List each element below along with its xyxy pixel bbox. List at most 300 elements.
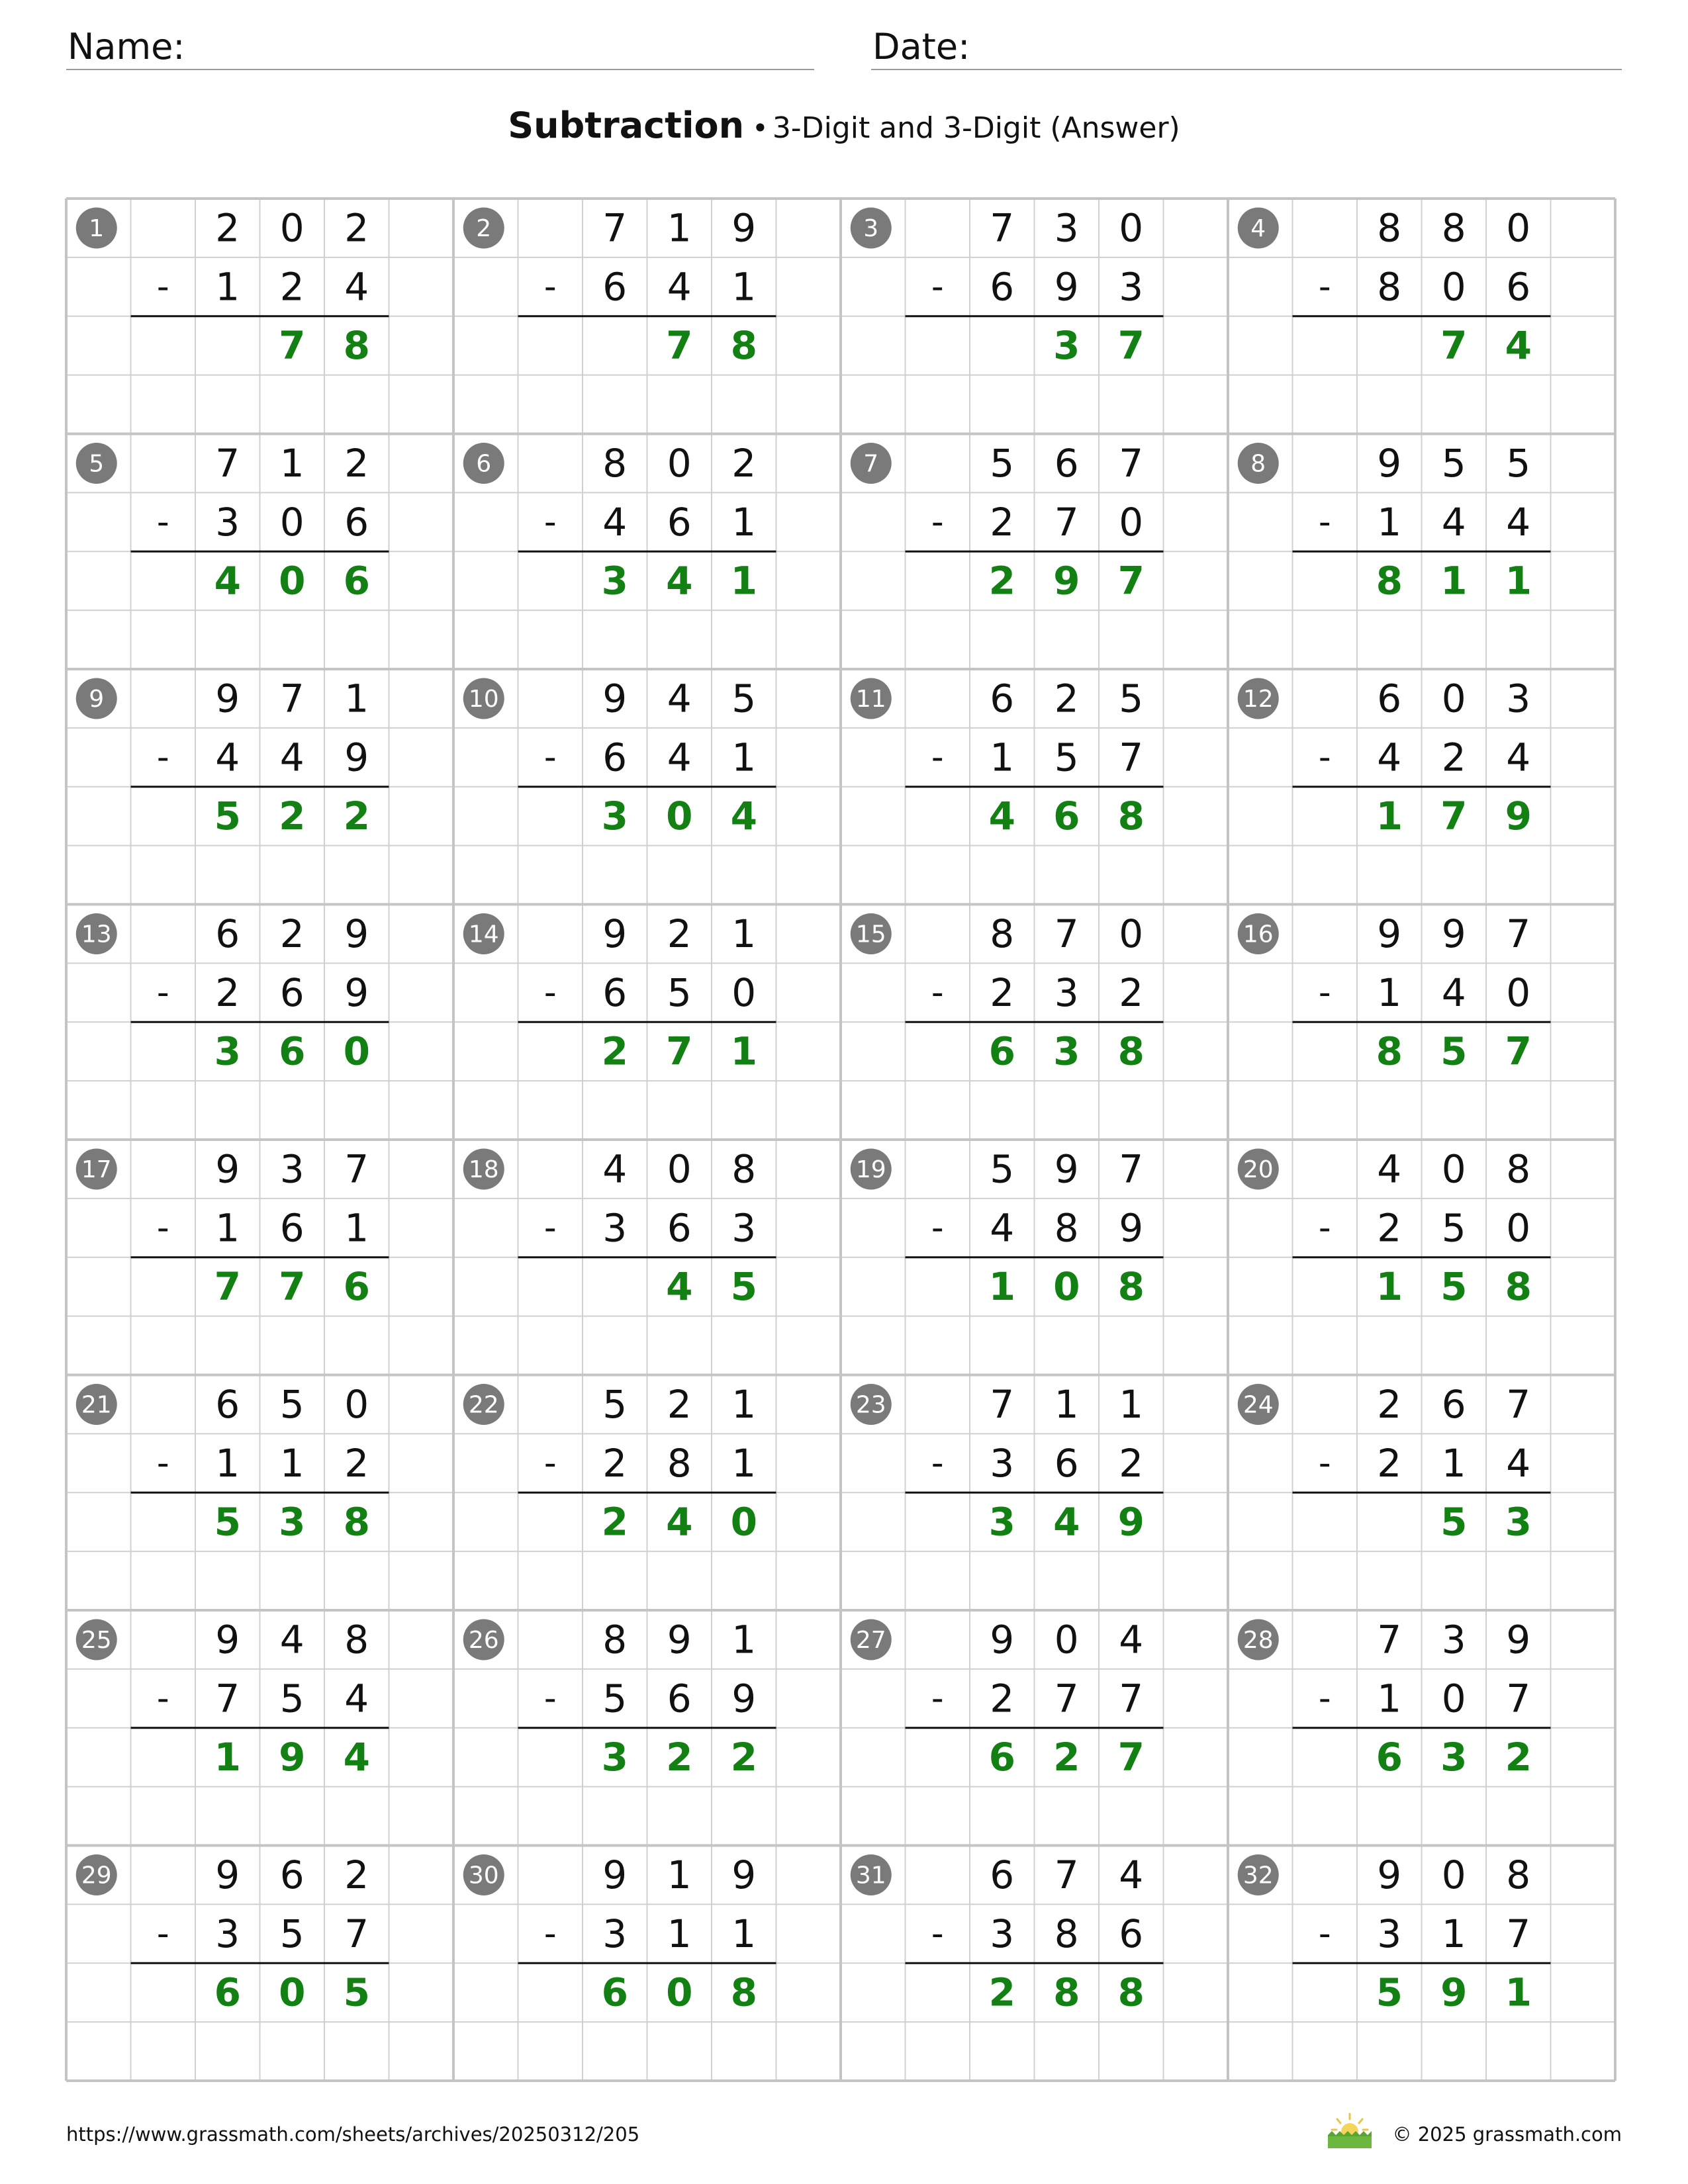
minus-sign: -	[543, 1443, 557, 1483]
answer-digit: 1	[1505, 558, 1532, 604]
answer-digit: 1	[1376, 794, 1403, 839]
problem-number: 1	[89, 214, 105, 242]
minus-sign: -	[543, 1678, 557, 1719]
subtrahend-digit: 4	[1506, 1440, 1531, 1486]
answer-digit: 1	[1505, 1970, 1532, 2015]
minuend-digit: 1	[667, 205, 692, 251]
name-label: Name:	[68, 26, 185, 68]
problem-number: 28	[1243, 1626, 1274, 1654]
problem-number: 6	[476, 450, 492, 478]
answer-digit: 0	[730, 1499, 757, 1545]
subtrahend-digit: 3	[990, 1911, 1015, 1956]
answer-digit: 8	[1117, 1264, 1145, 1310]
answer-digit: 2	[279, 794, 306, 839]
answer-digit: 7	[1117, 323, 1145, 369]
subtrahend-digit: 8	[1377, 264, 1402, 310]
subtrahend-digit: 1	[1441, 1440, 1466, 1486]
subtrahend-digit: 5	[667, 970, 692, 1015]
subtrahend-digit: 4	[1506, 735, 1531, 780]
subtrahend-digit: 1	[731, 264, 757, 310]
answer-digit: 0	[666, 1970, 693, 2015]
problem-number: 21	[81, 1391, 112, 1419]
answer-digit: 4	[1053, 1499, 1080, 1545]
minuend-digit: 9	[1377, 1852, 1402, 1897]
minuend-digit: 2	[1054, 676, 1079, 721]
minuend-digit: 6	[990, 1852, 1015, 1897]
answer-digit: 3	[279, 1499, 306, 1545]
minuend-digit: 1	[731, 1381, 757, 1427]
subtrahend-digit: 6	[667, 1205, 692, 1251]
minuend-digit: 4	[1119, 1617, 1144, 1662]
problem-number: 3	[863, 214, 879, 242]
minuend-digit: 6	[990, 676, 1015, 721]
minus-sign: -	[1318, 267, 1331, 307]
minus-sign: -	[1318, 502, 1331, 542]
answer-digit: 3	[1440, 1735, 1468, 1780]
minuend-digit: 1	[1119, 1381, 1144, 1427]
subtrahend-digit: 1	[1441, 1911, 1466, 1956]
subtrahend-digit: 6	[602, 970, 628, 1015]
minuend-digit: 6	[1377, 676, 1402, 721]
minuend-digit: 3	[1441, 1617, 1466, 1662]
minus-sign: -	[931, 1913, 944, 1954]
minuend-digit: 7	[990, 205, 1015, 251]
answer-digit: 5	[1440, 1499, 1468, 1545]
minus-sign: -	[931, 1443, 944, 1483]
subtrahend-digit: 0	[279, 499, 305, 545]
answer-digit: 3	[601, 558, 628, 604]
problem-number: 16	[1243, 921, 1274, 948]
subtrahend-digit: 0	[1441, 264, 1466, 310]
answer-digit: 7	[1440, 794, 1468, 839]
subtrahend-digit: 3	[215, 1911, 240, 1956]
subtrahend-digit: 8	[667, 1440, 692, 1486]
minuend-digit: 6	[215, 1381, 240, 1427]
subtrahend-digit: 0	[1441, 1676, 1466, 1721]
minuend-digit: 9	[215, 676, 240, 721]
minuend-digit: 8	[731, 1146, 757, 1192]
answer-digit: 2	[1505, 1735, 1532, 1780]
subtrahend-digit: 6	[602, 264, 628, 310]
subtrahend-digit: 3	[990, 1440, 1015, 1486]
sun-over-grass-icon	[1327, 2111, 1373, 2150]
minuend-digit: 6	[1441, 1381, 1466, 1427]
minus-sign: -	[1318, 1678, 1331, 1719]
answer-digit: 7	[1440, 323, 1468, 369]
minuend-digit: 8	[1441, 205, 1466, 251]
answer-digit: 3	[1053, 1028, 1080, 1074]
answer-digit: 2	[343, 794, 370, 839]
subtrahend-digit: 7	[1054, 1676, 1079, 1721]
minus-sign: -	[543, 737, 557, 778]
answer-digit: 9	[1440, 1970, 1468, 2015]
subtrahend-digit: 2	[1441, 735, 1466, 780]
subtrahend-digit: 9	[731, 1676, 757, 1721]
minuend-digit: 7	[215, 440, 240, 486]
answer-digit: 4	[343, 1735, 370, 1780]
minuend-digit: 7	[602, 205, 628, 251]
minuend-digit: 9	[1377, 440, 1402, 486]
subtrahend-digit: 0	[1506, 970, 1531, 1015]
subtrahend-digit: 1	[731, 735, 757, 780]
subtrahend-digit: 3	[215, 499, 240, 545]
problem-number: 30	[468, 1862, 499, 1889]
answer-digit: 3	[988, 1499, 1015, 1545]
minuend-digit: 9	[990, 1617, 1015, 1662]
subtrahend-digit: 1	[1377, 499, 1402, 545]
answer-digit: 1	[1440, 558, 1468, 604]
subtrahend-digit: 1	[215, 264, 240, 310]
minus-sign: -	[1318, 1208, 1331, 1248]
minuend-digit: 9	[215, 1617, 240, 1662]
minuend-digit: 9	[1506, 1617, 1531, 1662]
answer-digit: 7	[1117, 558, 1145, 604]
minuend-digit: 5	[731, 676, 757, 721]
answer-digit: 7	[1505, 1028, 1532, 1074]
minus-sign: -	[156, 1678, 169, 1719]
subtrahend-digit: 6	[667, 499, 692, 545]
problem-number: 25	[81, 1626, 112, 1654]
answer-digit: 1	[988, 1264, 1015, 1310]
answer-digit: 5	[1440, 1028, 1468, 1074]
minuend-digit: 6	[1054, 440, 1079, 486]
answer-digit: 5	[214, 1499, 241, 1545]
subtrahend-digit: 4	[215, 735, 240, 780]
answer-digit: 6	[1053, 794, 1080, 839]
minuend-digit: 4	[279, 1617, 305, 1662]
minuend-digit: 9	[602, 676, 628, 721]
subtrahend-digit: 6	[990, 264, 1015, 310]
subtrahend-digit: 4	[990, 1205, 1015, 1251]
minuend-digit: 5	[990, 1146, 1015, 1192]
answer-digit: 6	[601, 1970, 628, 2015]
subtrahend-digit: 2	[602, 1440, 628, 1486]
problem-number: 13	[81, 921, 112, 948]
subtrahend-digit: 4	[1441, 499, 1466, 545]
minuend-digit: 9	[667, 1617, 692, 1662]
minuend-digit: 6	[279, 1852, 305, 1897]
minuend-digit: 2	[344, 1852, 369, 1897]
subtrahend-digit: 6	[279, 970, 305, 1015]
answer-digit: 7	[666, 1028, 693, 1074]
minus-sign: -	[931, 1208, 944, 1248]
answer-digit: 8	[1376, 1028, 1403, 1074]
subtrahend-digit: 7	[1119, 735, 1144, 780]
subtrahend-digit: 5	[279, 1911, 305, 1956]
minuend-digit: 2	[731, 440, 757, 486]
minuend-digit: 5	[279, 1381, 305, 1427]
problem-number: 27	[855, 1626, 886, 1654]
subtrahend-digit: 4	[667, 735, 692, 780]
answer-digit: 2	[988, 1970, 1015, 2015]
minuend-digit: 2	[1377, 1381, 1402, 1427]
subtrahend-digit: 7	[215, 1676, 240, 1721]
minuend-digit: 2	[279, 911, 305, 956]
answer-digit: 1	[214, 1735, 241, 1780]
minus-sign: -	[931, 972, 944, 1013]
answer-digit: 4	[730, 794, 757, 839]
minuend-digit: 7	[344, 1146, 369, 1192]
answer-digit: 7	[666, 323, 693, 369]
subtrahend-digit: 4	[667, 264, 692, 310]
answer-digit: 2	[601, 1028, 628, 1074]
minuend-digit: 7	[1054, 911, 1079, 956]
answer-digit: 8	[1053, 1970, 1080, 2015]
answer-digit: 3	[601, 1735, 628, 1780]
answer-digit: 9	[279, 1735, 306, 1780]
minuend-digit: 1	[1054, 1381, 1079, 1427]
subtrahend-digit: 3	[602, 1911, 628, 1956]
subtrahend-digit: 3	[1119, 264, 1144, 310]
minuend-digit: 5	[1506, 440, 1531, 486]
minuend-digit: 0	[667, 440, 692, 486]
minuend-digit: 7	[1506, 911, 1531, 956]
problem-number: 24	[1243, 1391, 1274, 1419]
answer-digit: 1	[1376, 1264, 1403, 1310]
answer-digit: 2	[730, 1735, 757, 1780]
minuend-digit: 3	[279, 1146, 305, 1192]
answer-digit: 6	[279, 1028, 306, 1074]
subtrahend-digit: 7	[1506, 1911, 1531, 1956]
answer-digit: 2	[1053, 1735, 1080, 1780]
problem-number: 9	[89, 685, 105, 713]
minuend-digit: 7	[1506, 1381, 1531, 1427]
minus-sign: -	[1318, 1443, 1331, 1483]
minuend-digit: 9	[215, 1852, 240, 1897]
subtrahend-digit: 3	[1377, 1911, 1402, 1956]
minuend-digit: 9	[1377, 911, 1402, 956]
answer-digit: 0	[279, 1970, 306, 2015]
problem-number: 31	[855, 1862, 886, 1889]
date-label: Date:	[872, 26, 970, 68]
subtrahend-digit: 2	[1377, 1440, 1402, 1486]
subtrahend-digit: 2	[1119, 1440, 1144, 1486]
minuend-digit: 9	[1054, 1146, 1079, 1192]
minuend-digit: 0	[279, 205, 305, 251]
subtrahend-digit: 5	[1441, 1205, 1466, 1251]
subtrahend-digit: 5	[279, 1676, 305, 1721]
answer-digit: 0	[1053, 1264, 1080, 1310]
subtrahend-digit: 4	[279, 735, 305, 780]
subtrahend-digit: 0	[1506, 1205, 1531, 1251]
answer-digit: 6	[988, 1028, 1015, 1074]
answer-digit: 9	[1117, 1499, 1145, 1545]
problem-number: 11	[855, 685, 886, 713]
answer-digit: 6	[988, 1735, 1015, 1780]
minuend-digit: 5	[602, 1381, 628, 1427]
answer-digit: 6	[343, 558, 370, 604]
subtrahend-digit: 2	[279, 264, 305, 310]
answer-digit: 4	[666, 558, 693, 604]
subtrahend-digit: 6	[344, 499, 369, 545]
subtrahend-digit: 6	[602, 735, 628, 780]
title-bullet: •	[752, 112, 769, 144]
minuend-digit: 2	[344, 440, 369, 486]
minuend-digit: 8	[1506, 1146, 1531, 1192]
subtrahend-digit: 9	[1119, 1205, 1144, 1251]
answer-digit: 7	[1117, 1735, 1145, 1780]
answer-digit: 6	[214, 1970, 241, 2015]
minuend-digit: 7	[1054, 1852, 1079, 1897]
subtrahend-digit: 7	[1054, 499, 1079, 545]
problem-number: 26	[468, 1626, 499, 1654]
minus-sign: -	[156, 972, 169, 1013]
minus-sign: -	[156, 1913, 169, 1954]
minus-sign: -	[543, 1913, 557, 1954]
minuend-digit: 5	[1441, 440, 1466, 486]
minuend-digit: 9	[602, 911, 628, 956]
minuend-digit: 8	[602, 1617, 628, 1662]
subtrahend-digit: 1	[215, 1440, 240, 1486]
minuend-digit: 0	[1441, 1146, 1466, 1192]
minuend-digit: 0	[667, 1146, 692, 1192]
answer-digit: 1	[730, 1028, 757, 1074]
subtrahend-digit: 4	[1441, 970, 1466, 1015]
minuend-digit: 7	[1119, 1146, 1144, 1192]
minuend-digit: 9	[1441, 911, 1466, 956]
minuend-digit: 3	[1054, 205, 1079, 251]
answer-digit: 8	[1505, 1264, 1532, 1310]
minuend-digit: 9	[731, 205, 757, 251]
subtrahend-digit: 2	[990, 970, 1015, 1015]
subtrahend-digit: 2	[215, 970, 240, 1015]
minuend-digit: 0	[1119, 205, 1144, 251]
subtrahend-digit: 6	[1506, 264, 1531, 310]
problem-number: 17	[81, 1156, 112, 1183]
answer-digit: 1	[730, 558, 757, 604]
subtrahend-digit: 6	[1054, 1440, 1079, 1486]
answer-digit: 9	[1053, 558, 1080, 604]
subtrahend-digit: 0	[1119, 499, 1144, 545]
minuend-digit: 4	[602, 1146, 628, 1192]
answer-digit: 0	[279, 558, 306, 604]
answer-digit: 3	[1053, 323, 1080, 369]
answer-digit: 7	[279, 323, 306, 369]
minus-sign: -	[543, 502, 557, 542]
subtrahend-digit: 6	[279, 1205, 305, 1251]
minus-sign: -	[1318, 737, 1331, 778]
answer-digit: 3	[214, 1028, 241, 1074]
minuend-digit: 9	[731, 1852, 757, 1897]
answer-digit: 5	[1376, 1970, 1403, 2015]
answer-digit: 5	[214, 794, 241, 839]
answer-digit: 2	[601, 1499, 628, 1545]
problem-number: 14	[468, 921, 499, 948]
answer-digit: 4	[666, 1499, 693, 1545]
subtrahend-digit: 1	[731, 1440, 757, 1486]
problem-number: 23	[855, 1391, 886, 1419]
answer-digit: 8	[343, 1499, 370, 1545]
minuend-digit: 9	[215, 1146, 240, 1192]
answer-digit: 2	[988, 558, 1015, 604]
subtrahend-digit: 9	[344, 735, 369, 780]
subtrahend-digit: 6	[1119, 1911, 1144, 1956]
subtrahend-digit: 4	[602, 499, 628, 545]
subtrahend-digit: 1	[667, 1911, 692, 1956]
answer-digit: 0	[343, 1028, 370, 1074]
problem-number: 18	[468, 1156, 499, 1183]
minuend-digit: 8	[1377, 205, 1402, 251]
answer-digit: 8	[1117, 794, 1145, 839]
problem-number: 12	[1243, 685, 1274, 713]
subtrahend-digit: 1	[1377, 1676, 1402, 1721]
minus-sign: -	[156, 737, 169, 778]
subtrahend-digit: 1	[215, 1205, 240, 1251]
footer-url[interactable]: https://www.grassmath.com/sheets/archives/20250312/205	[66, 2123, 640, 2146]
subtrahend-digit: 4	[344, 264, 369, 310]
subtrahend-digit: 7	[344, 1911, 369, 1956]
minuend-digit: 9	[602, 1852, 628, 1897]
subtrahend-digit: 5	[1054, 735, 1079, 780]
subtrahend-digit: 9	[344, 970, 369, 1015]
minuend-digit: 3	[1506, 676, 1531, 721]
minus-sign: -	[931, 1678, 944, 1719]
minuend-digit: 8	[990, 911, 1015, 956]
subtrahend-digit: 7	[1119, 1676, 1144, 1721]
minuend-digit: 8	[344, 1617, 369, 1662]
minuend-digit: 1	[344, 676, 369, 721]
minus-sign: -	[156, 267, 169, 307]
subtrahend-digit: 1	[1377, 970, 1402, 1015]
subtrahend-digit: 2	[990, 1676, 1015, 1721]
subtrahend-digit: 1	[990, 735, 1015, 780]
minuend-digit: 5	[1119, 676, 1144, 721]
minus-sign: -	[543, 972, 557, 1013]
title-subtitle: 3-Digit and 3-Digit (Answer)	[772, 111, 1180, 145]
minus-sign: -	[156, 1443, 169, 1483]
minuend-digit: 9	[344, 911, 369, 956]
minuend-digit: 2	[344, 205, 369, 251]
answer-digit: 9	[1505, 794, 1532, 839]
subtrahend-digit: 3	[1054, 970, 1079, 1015]
minuend-digit: 7	[279, 676, 305, 721]
subtrahend-digit: 2	[1119, 970, 1144, 1015]
problem-number: 5	[89, 450, 105, 478]
subtrahend-digit: 1	[731, 499, 757, 545]
minuend-digit: 0	[1119, 911, 1144, 956]
answer-digit: 2	[666, 1735, 693, 1780]
minuend-digit: 8	[602, 440, 628, 486]
subtrahend-digit: 2	[344, 1440, 369, 1486]
minuend-digit: 4	[1119, 1852, 1144, 1897]
problem-number: 29	[81, 1862, 112, 1889]
minuend-digit: 7	[1119, 440, 1144, 486]
subtrahend-digit: 2	[1377, 1205, 1402, 1251]
problem-number: 7	[863, 450, 879, 478]
answer-digit: 8	[1117, 1970, 1145, 2015]
minuend-digit: 7	[990, 1381, 1015, 1427]
answer-digit: 5	[1440, 1264, 1468, 1310]
minus-sign: -	[931, 737, 944, 778]
subtrahend-digit: 7	[1506, 1676, 1531, 1721]
minus-sign: -	[1318, 972, 1331, 1013]
subtrahend-digit: 3	[602, 1205, 628, 1251]
answer-digit: 8	[730, 323, 757, 369]
problem-number: 2	[476, 214, 492, 242]
minus-sign: -	[931, 502, 944, 542]
answer-digit: 6	[1376, 1735, 1403, 1780]
title-main: Subtraction	[508, 105, 745, 146]
minuend-digit: 2	[667, 911, 692, 956]
problem-number: 10	[468, 685, 499, 713]
subtrahend-digit: 4	[1377, 735, 1402, 780]
answer-digit: 0	[666, 794, 693, 839]
minuend-digit: 0	[1506, 205, 1531, 251]
answer-digit: 8	[730, 1970, 757, 2015]
minuend-digit: 7	[1377, 1617, 1402, 1662]
problem-number: 22	[468, 1391, 499, 1419]
subtrahend-digit: 8	[1054, 1205, 1079, 1251]
